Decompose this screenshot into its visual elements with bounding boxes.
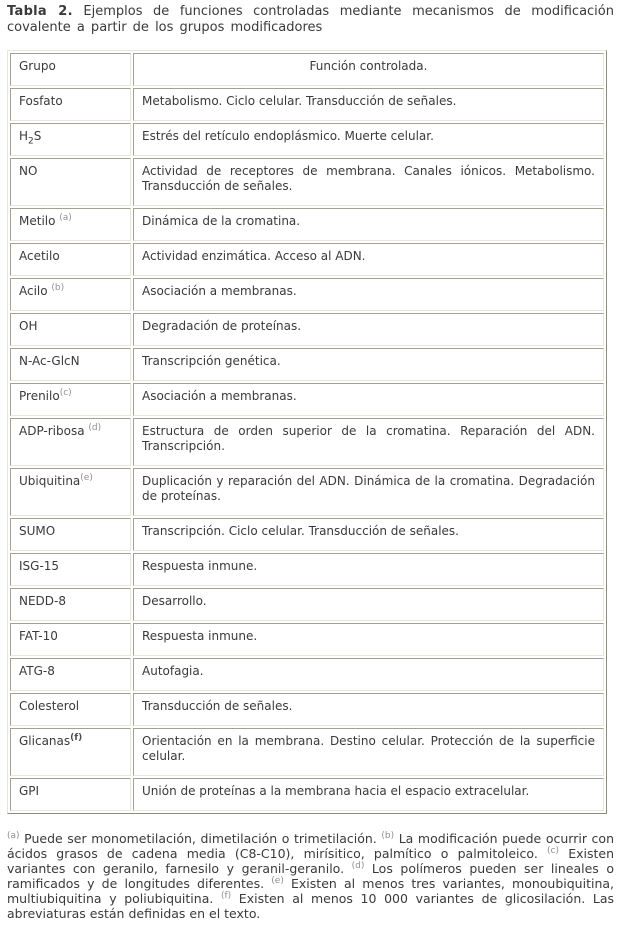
footnote-marker: (a)	[7, 830, 20, 841]
table-header-row	[10, 53, 604, 86]
table-caption-label: Tabla 2.	[7, 4, 73, 19]
footnote-marker: (c)	[59, 388, 72, 398]
group-cell: Acetilo	[10, 243, 131, 276]
group-cell: OH	[10, 313, 131, 346]
function-cell: Actividad enzimática. Acceso al ADN.	[133, 243, 604, 276]
group-cell: Fosfato	[10, 88, 131, 121]
function-cell: Metabolismo. Ciclo celular. Transducción de señales.	[133, 88, 604, 121]
footnote-marker: (e)	[80, 473, 93, 483]
table-row	[10, 348, 604, 381]
table-row	[10, 778, 604, 811]
group-cell: Ubiquitina$^{(e)}$	[10, 468, 131, 516]
footnote-marker: (f)	[70, 733, 83, 743]
table-row	[10, 313, 604, 346]
function-cell: Actividad de receptores de membrana. Canales iónicos. Metabolismo. Transducción de señales.	[133, 158, 604, 206]
function-cell: Respuesta inmune.	[133, 553, 604, 586]
function-cell: Degradación de proteínas.	[133, 313, 604, 346]
function-cell: Dinámica de la cromatina.	[133, 208, 604, 241]
group-cell: $H_2S$	[10, 123, 131, 156]
function-cell: Autofagia.	[133, 658, 604, 691]
footnote-marker: (d)	[88, 423, 102, 433]
table-row	[10, 728, 604, 776]
group-cell: NO	[10, 158, 131, 206]
table-row	[10, 158, 604, 206]
group-cell: N-Ac-GlcN	[10, 348, 131, 381]
group-cell: FAT-10	[10, 623, 131, 656]
function-cell: Transcripción genética.	[133, 348, 604, 381]
covalent-modifications-table	[7, 50, 607, 814]
group-cell: GPI	[10, 778, 131, 811]
table-row	[10, 623, 604, 656]
function-cell: Desarrollo.	[133, 588, 604, 621]
footnote-marker: (d)	[351, 860, 365, 871]
group-cell: ISG-15	[10, 553, 131, 586]
function-cell: Asociación a membranas.	[133, 383, 604, 416]
function-cell: Estructura de orden superior de la cromatina. Reparación del ADN. Transcripción.	[133, 418, 604, 466]
footnote-marker: (e)	[271, 875, 284, 886]
table-row	[10, 88, 604, 121]
footnote-marker: (f)	[220, 890, 232, 901]
footnote-marker: (b)	[381, 830, 395, 841]
table-row	[10, 123, 604, 156]
table-row	[10, 553, 604, 586]
group-cell: ATG-8	[10, 658, 131, 691]
function-cell: Asociación a membranas.	[133, 278, 604, 311]
group-cell: Acilo $^{(b)}$	[10, 278, 131, 311]
column-header-grupo: Grupo	[10, 53, 131, 86]
table-row	[10, 278, 604, 311]
function-cell: Duplicación y reparación del ADN. Dinámica de la cromatina. Degradación de proteínas.	[133, 468, 604, 516]
table-row	[10, 518, 604, 551]
footnotes: $^{(a)}$ Puede ser monometilación, dimetilación o trimetilación. $^{(b)}$ La modificación puede ocurrir con ácidos grasos de cadena media (C8-C10), mirísitico, palmítico o palmitoleico. $^{(c)}$ Existen variantes con geranilo, farnesilo y geranil-geranilo. $^{(d)}$ Los polímeros pueden ser lineales o ramificados y de longitudes diferentes. $^{(e)}$ Existen al menos tres variantes, monoubiquitina, multiubiquitina y poliubiquitina. $^{(f)}$ Existen al menos 10 000 variantes de glicosilación. Las abreviaturas están definidas en el texto.	[7, 830, 615, 921]
footnote-marker: (c)	[547, 845, 559, 856]
group-cell: Metilo $^{(a)}$	[10, 208, 131, 241]
function-cell: Respuesta inmune.	[133, 623, 604, 656]
function-cell: Unión de proteínas a la membrana hacia el espacio extracelular.	[133, 778, 604, 811]
table-row	[10, 418, 604, 466]
group-cell: NEDD-8	[10, 588, 131, 621]
footnote-marker: (a)	[59, 213, 72, 223]
table-row	[10, 383, 604, 416]
group-cell: Colesterol	[10, 693, 131, 726]
table-row	[10, 243, 604, 276]
table-caption	[7, 4, 614, 36]
table-row	[10, 693, 604, 726]
table-row	[10, 468, 604, 516]
table-row	[10, 208, 604, 241]
column-header-funcion-controlada: Función controlada.	[133, 53, 604, 86]
group-cell: Glicanas$^{(f)}$	[10, 728, 131, 776]
function-cell: Estrés del retículo endoplásmico. Muerte celular.	[133, 123, 604, 156]
footnote-marker: (b)	[51, 283, 65, 293]
table-row	[10, 658, 604, 691]
function-cell: Orientación en la membrana. Destino celular. Protección de la superficie celular.	[133, 728, 604, 776]
group-cell: SUMO	[10, 518, 131, 551]
table-row	[10, 588, 604, 621]
group-cell: ADP-ribosa $^{(d)}$	[10, 418, 131, 466]
function-cell: Transcripción. Ciclo celular. Transducción de señales.	[133, 518, 604, 551]
table-body	[10, 88, 604, 811]
table-caption-text: Ejemplos de funciones controladas mediante mecanismos de modificación covalente a partir de los grupos modificadores	[7, 4, 614, 35]
function-cell: Transducción de señales.	[133, 693, 604, 726]
group-cell: Prenilo$^{(c)}$	[10, 383, 131, 416]
